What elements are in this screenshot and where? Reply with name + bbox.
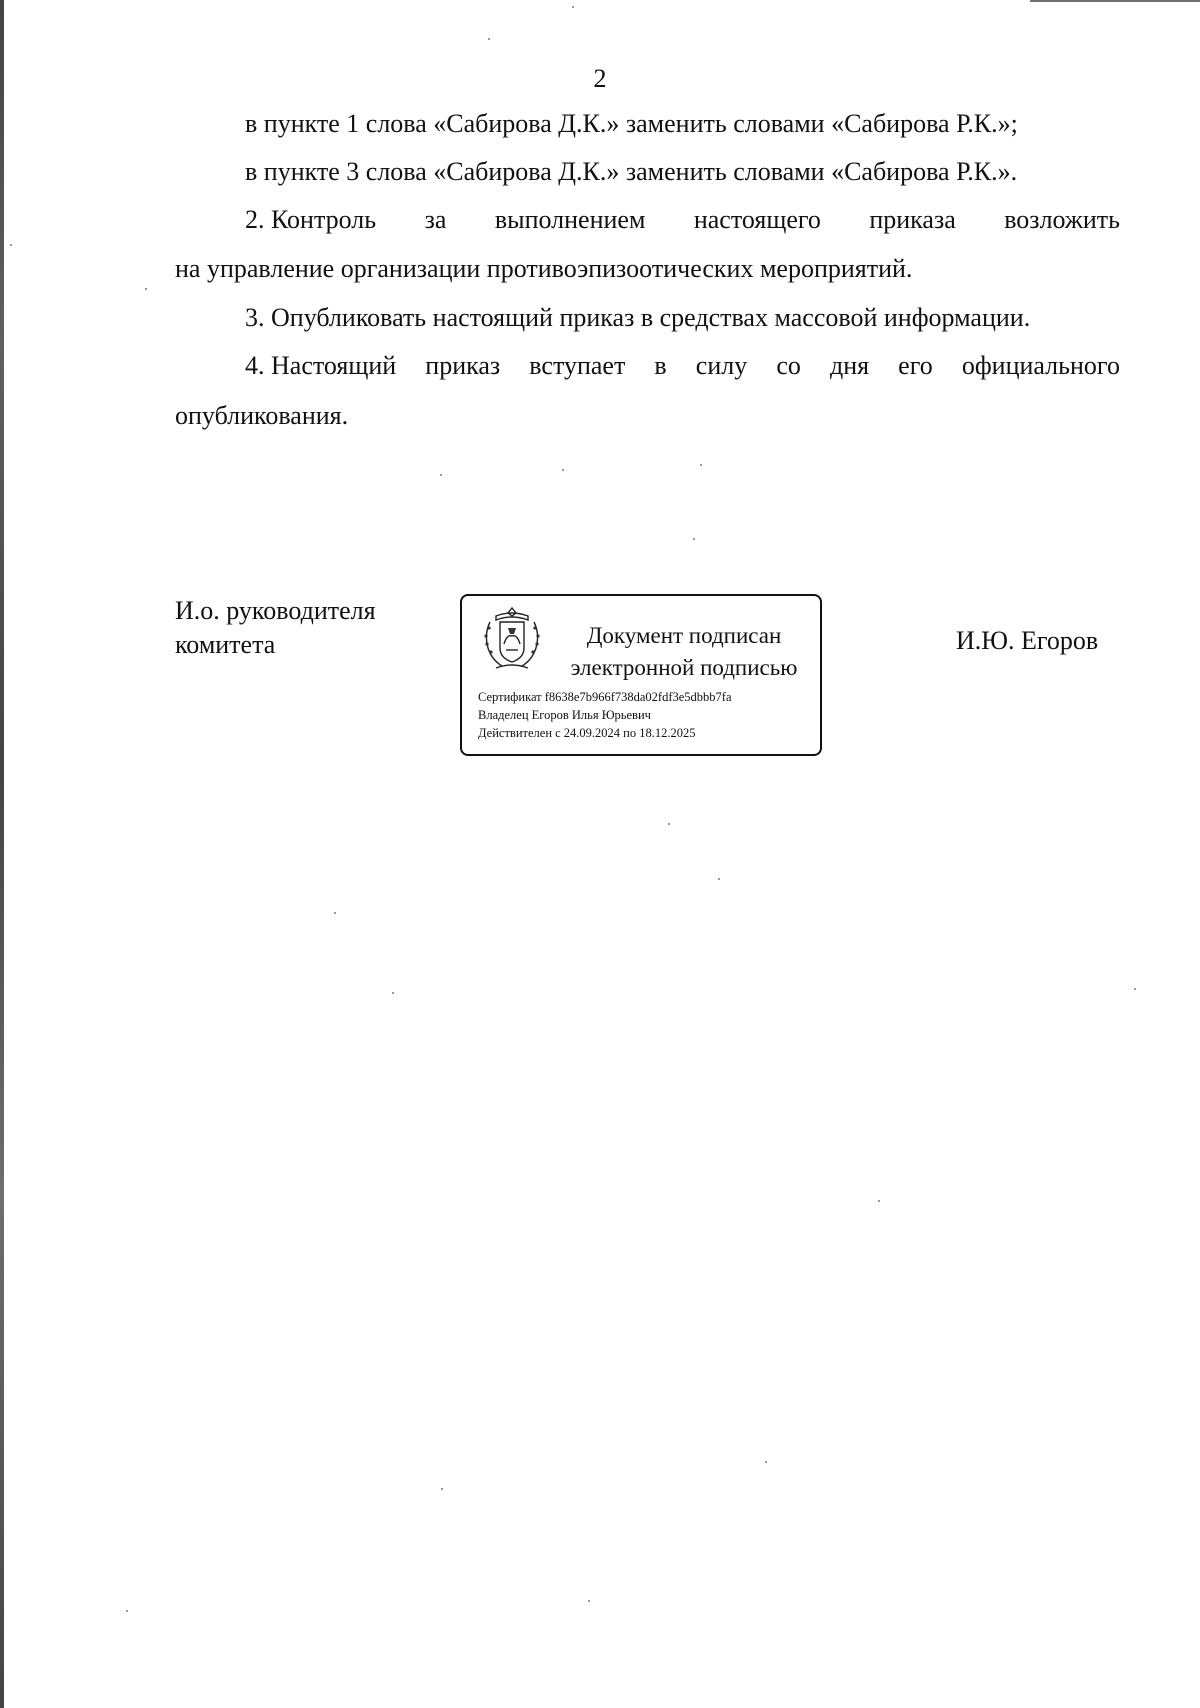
scan-speck	[693, 538, 695, 540]
scan-speck	[700, 464, 702, 466]
scan-top-rule	[1030, 0, 1200, 2]
electronic-signature-stamp	[460, 594, 822, 756]
scan-speck	[441, 1488, 443, 1490]
scan-speck	[440, 474, 442, 476]
scan-speck	[10, 244, 12, 246]
stamp-title	[558, 620, 810, 684]
item-2-word: 2. Контроль	[245, 205, 377, 234]
item-2-word: настоящего	[693, 205, 821, 234]
scan-speck	[392, 992, 394, 994]
position-line-1: И.о. руководителя	[175, 596, 376, 625]
item-4-word: его	[898, 351, 933, 380]
scan-speck	[1134, 988, 1136, 990]
signatory-position	[175, 594, 376, 662]
stamp-title-line-1: Документ подписан	[586, 623, 782, 648]
item-2-continuation: на управление организации противоэпизоотических мероприятий.	[175, 254, 913, 283]
scan-speck	[588, 1600, 590, 1602]
stamp-details	[478, 688, 732, 742]
item-2-word: выполнением	[494, 205, 646, 234]
body-line-1: в пункте 1 слова «Сабирова Д.К.» заменить словами «Сабирова Р.К.»;	[245, 109, 1018, 138]
page-number: 2	[593, 64, 607, 93]
item-4-first-line	[245, 353, 1120, 379]
item-4-word: вступает	[529, 351, 626, 380]
body-line-2: в пункте 3 слова «Сабирова Д.К.» заменить словами «Сабирова Р.К.».	[245, 157, 1018, 186]
item-4-word: силу	[695, 351, 748, 380]
scan-speck	[572, 6, 574, 8]
item-4-continuation: опубликования.	[175, 401, 349, 430]
item-2-word: приказа	[869, 205, 956, 234]
coat-of-arms-icon	[480, 604, 544, 674]
stamp-owner: Владелец Егоров Илья Юрьевич	[478, 708, 651, 722]
item-4-word: официального	[961, 351, 1120, 380]
stamp-title-line-2: электронной подписью	[570, 655, 798, 680]
scan-left-edge	[0, 0, 4, 1708]
item-2-word: возложить	[1004, 205, 1120, 234]
item-3: 3. Опубликовать настоящий приказ в средствах массовой информации.	[245, 303, 1031, 332]
item-4-word: приказ	[425, 351, 501, 380]
scan-speck	[668, 823, 670, 825]
item-4-word: дня	[829, 351, 870, 380]
item-4-word: в	[654, 351, 667, 380]
scan-speck	[718, 878, 720, 880]
scan-speck	[488, 38, 490, 40]
item-4-word: 4. Настоящий	[245, 351, 397, 380]
scan-speck	[878, 1200, 880, 1202]
item-2-word: за	[424, 205, 447, 234]
scan-speck	[334, 912, 336, 914]
item-4-word: со	[776, 351, 801, 380]
stamp-validity: Действителен с 24.09.2024 по 18.12.2025	[478, 726, 696, 740]
item-2-first-line	[245, 207, 1120, 233]
signatory-name: И.Ю. Егоров	[956, 626, 1099, 655]
scan-speck	[126, 1610, 128, 1612]
scan-speck	[562, 469, 564, 471]
stamp-certificate: Сертификат f8638e7b966f738da02fdf3e5dbbb7fa	[478, 690, 732, 704]
scan-speck	[765, 1461, 767, 1463]
position-line-2: комитета	[175, 630, 276, 659]
scan-speck	[145, 288, 147, 290]
